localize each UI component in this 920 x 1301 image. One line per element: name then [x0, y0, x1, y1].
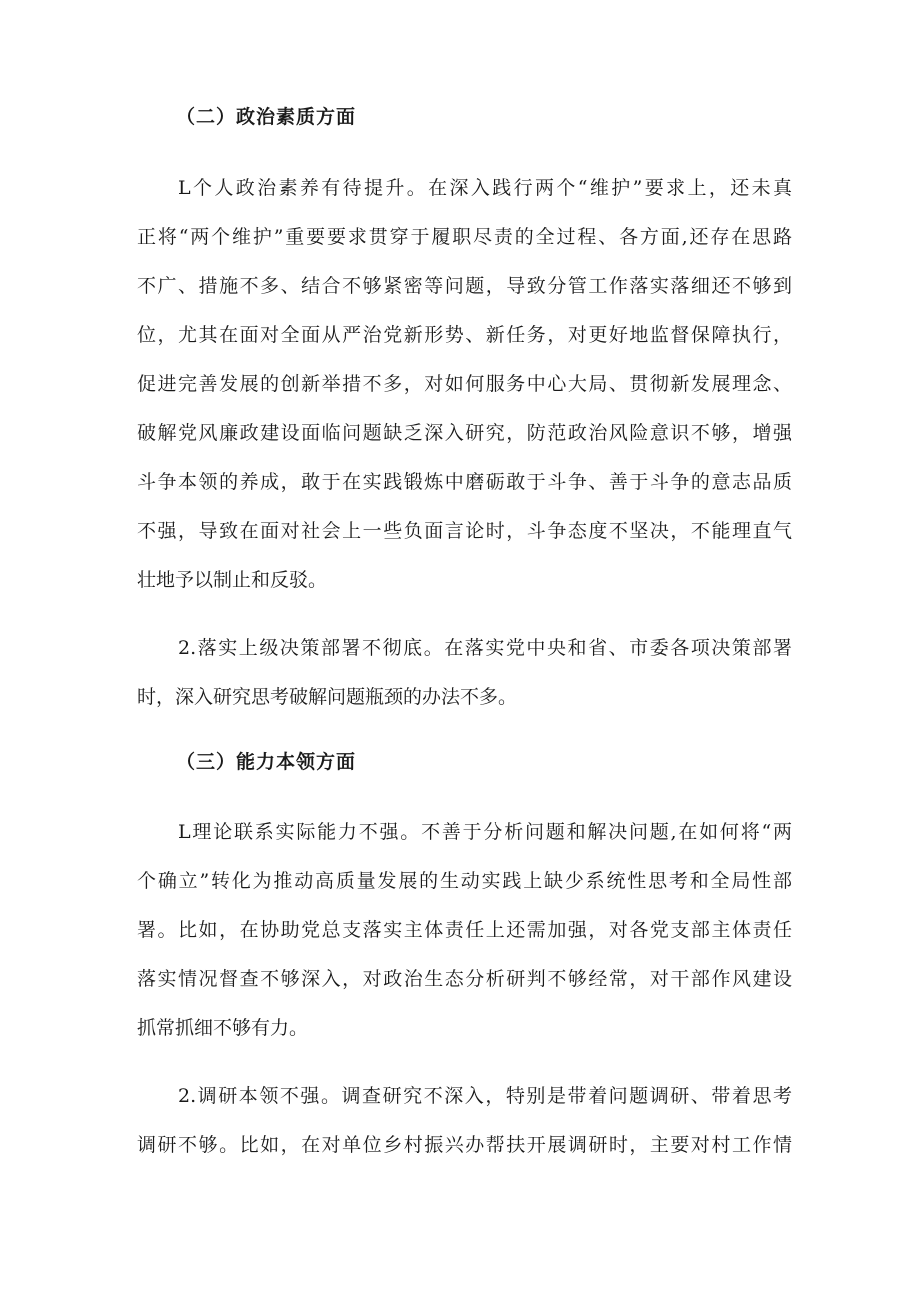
paragraph-line: 时，深入研究思考破解问题瓶颈的办法不多。 [137, 686, 518, 708]
paragraph-line: 2.落实上级决策部署不彻底。在落实党中央和省、市委各项决策部署 [178, 637, 792, 659]
paragraph-line: 促进完善发展的创新举措不多，对如何服务中心大局、贯彻新发展理念、 [137, 373, 792, 395]
paragraph-line: 调研不够。比如，在对单位乡村振兴办帮扶开展调研时，主要对村工作情 [137, 1134, 792, 1156]
paragraph-line: 破解党风廉政建设面临问题缺乏深入研究，防范政治风险意识不够，增强 [137, 422, 792, 444]
paragraph-line: 斗争本领的养成，敢于在实践锻炼中磨砺敢于斗争、善于斗争的意志品质 [137, 471, 792, 493]
section-heading-political-quality: （二）政治素质方面 [176, 106, 357, 128]
paragraph-line: 署。比如，在协助党总支落实主体责任上还需加强，对各党支部主体责任 [137, 919, 792, 941]
paragraph-line: 位，尤其在面对全面从严治党新形势、新任务，对更好地监督保障执行， [137, 324, 792, 346]
paragraph-line: 不强，导致在面对社会上一些负面言论时，斗争态度不坚决，不能理直气 [137, 520, 792, 542]
paragraph-line: 正将“两个维护”重要要求贯穿于履职尽责的全过程、各方面,还存在思路 [137, 226, 792, 248]
paragraph-line: L理论联系实际能力不强。不善于分析问题和解决问题,在如何将“两 [178, 821, 792, 843]
paragraph-line: 个确立”转化为推动高质量发展的生动实践上缺少系统性思考和全局性部 [137, 870, 792, 892]
paragraph-line: L个人政治素养有待提升。在深入践行两个“维护”要求上，还未真 [178, 177, 792, 199]
paragraph-line: 不广、措施不多、结合不够紧密等问题，导致分管工作落实落细还不够到 [137, 275, 792, 297]
section-heading-ability: （三）能力本领方面 [176, 751, 357, 773]
paragraph-line: 2.调研本领不强。调查研究不深入，特别是带着问题调研、带着思考 [178, 1085, 792, 1107]
paragraph-line: 抓常抓细不够有力。 [137, 1017, 309, 1039]
paragraph-line: 壮地予以制止和反驳。 [137, 569, 328, 591]
paragraph-line: 落实情况督查不够深入，对政治生态分析研判不够经常，对干部作风建设 [137, 968, 792, 990]
